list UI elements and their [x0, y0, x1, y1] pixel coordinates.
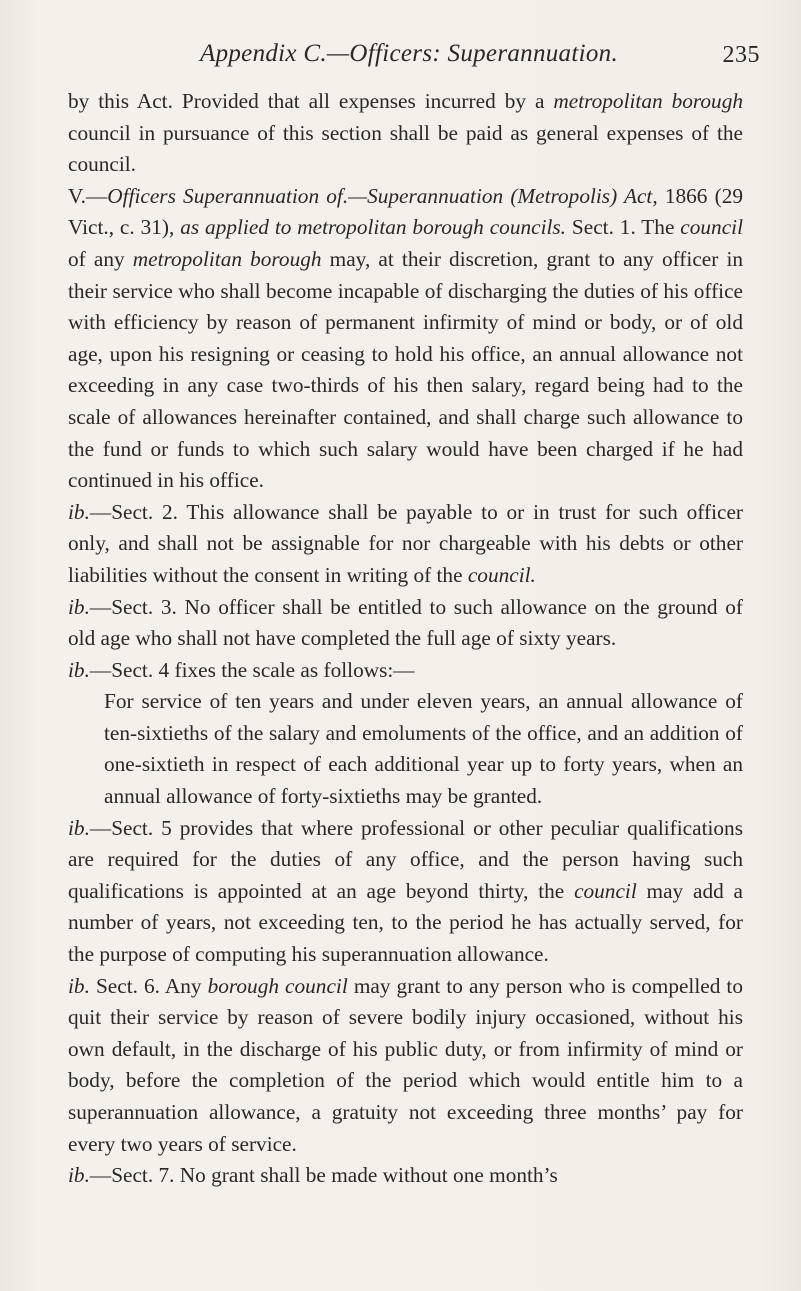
- italic-run: ib.: [68, 973, 90, 998]
- text-run: For service of ten years and under eleven years, an annual allowance of ten-sixtieths of the salary and emoluments of the office, and an addition of one-sixtieth in respect of each additional year up to forty years, when an annual allowance of forty-sixtieths may be granted.: [104, 689, 743, 809]
- page-number: 235: [722, 42, 760, 68]
- page-header: [200, 40, 760, 74]
- italic-run: ib.: [68, 1163, 90, 1188]
- italic-run: as applied to metropolitan borough councils.: [180, 215, 567, 240]
- text-run: V.—: [68, 183, 108, 208]
- text-run: —Sect. 4 fixes the scale as follows:—: [89, 657, 415, 682]
- italic-run: Officers Superannuation of.—Superannuation (Metropolis) Act,: [107, 183, 658, 208]
- italic-run: council.: [467, 562, 536, 587]
- text-run: by this Act. Provided that all expenses incurred by a: [68, 89, 554, 113]
- paragraph: [68, 592, 743, 655]
- italic-run: metropolitan borough: [553, 89, 743, 113]
- italic-run: ib.: [68, 499, 90, 524]
- italic-run: ib.: [68, 594, 90, 619]
- text-run: of any: [68, 246, 133, 271]
- text-run: Sect. 1. The: [566, 215, 681, 240]
- running-head: Appendix C.—Officers: Superannuation.: [200, 40, 618, 67]
- italic-run: council: [680, 215, 743, 240]
- text-run: Sect. 6. Any: [89, 973, 208, 998]
- paragraph: [68, 497, 743, 592]
- paragraph: [68, 1160, 743, 1192]
- text-run: may, at their discretion, grant to any officer in their service who shall become incapable of discharging the duties of his office with efficiency by reason of permanent infirmity of mind or body, or of old age, upon his resigning or ceasing to hold his office, an annual allowance not exceeding in any case two-thirds of his then salary, regard being had to the scale of allowances hereinafter contained, and shall charge such allowance to the fund or funds to which such salary would have been charged if he had continued in his office.: [68, 246, 744, 493]
- text-run: council in pursuance of this section shall be paid as general expenses of the council.: [68, 120, 743, 177]
- paragraph: [68, 655, 743, 687]
- paragraph: [68, 86, 743, 181]
- paragraph: [68, 686, 743, 812]
- italic-run: ib.: [68, 815, 90, 840]
- text-run: may add a number of years, not exceeding ten, to the period he has actually served, for the purpose of computing his superannuation allowance.: [68, 878, 743, 967]
- body-text: [68, 86, 743, 1192]
- italic-run: ib.: [68, 657, 90, 682]
- italic-run: borough council: [207, 973, 348, 998]
- text-run: —Sect. 5 provides that where professional or other peculiar qualifications are required for the duties of any office, and the person having such qualifications is appointed at an age beyond thirty, the: [68, 815, 743, 903]
- paragraph: [68, 181, 743, 497]
- text-run: 1866 (29 Vict., c. 31),: [68, 183, 743, 240]
- text-run: —Sect. 2. This allowance shall be payable to or in trust for such officer only, and shall not be assignable for nor chargeable with his debts or other liabilities without the consent in writing of the: [68, 499, 743, 587]
- paragraph: [68, 971, 743, 1161]
- text-run: —Sect. 3. No officer shall be entitled to such allowance on the ground of old age who shall not have completed the full age of sixty years.: [68, 594, 743, 651]
- italic-run: council: [574, 878, 637, 903]
- paragraph: [68, 813, 743, 971]
- text-run: —Sect. 7. No grant shall be made without one month’s: [89, 1163, 558, 1188]
- text-run: may grant to any person who is compelled to quit their service by reason of severe bodily injury occasioned, without his own default, in the discharge of his public duty, or from infirmity of mind or body, before the completion of the period which would entitle him to a superannuation allowance, a gratuity not exceeding three months’ pay for every two years of service.: [68, 973, 743, 1156]
- italic-run: metropolitan borough: [132, 246, 322, 271]
